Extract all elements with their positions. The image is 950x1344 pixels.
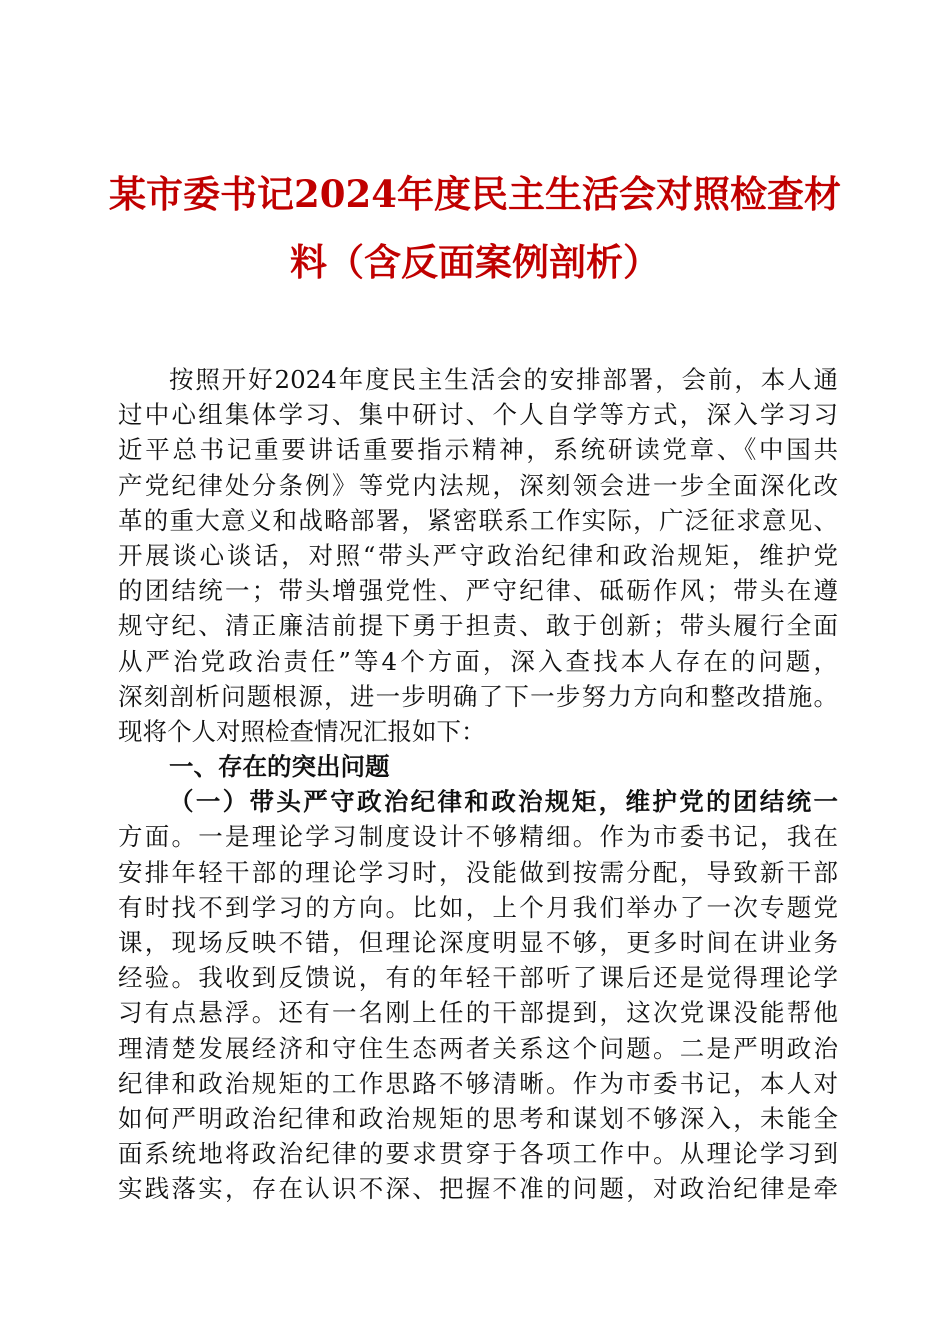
- paragraph-line: 面系统地将政治纪律的要求贯穿于各项工作中。从理论学习到: [118, 1139, 838, 1169]
- paragraph-line: 产党纪律处分条例》等党内法规，深刻领会进一步全面深化改: [118, 470, 838, 500]
- section-heading: 一、存在的突出问题: [169, 752, 390, 782]
- paragraph-line: 经验。我收到反馈说，有的年轻干部听了课后还是觉得理论学: [118, 963, 838, 993]
- paragraph-line: 方面。一是理论学习制度设计不够精细。作为市委书记，我在: [118, 822, 838, 852]
- document-body: [118, 362, 838, 1207]
- paragraph-line: 习有点悬浮。还有一名刚上任的干部提到，这次党课没能帮他: [118, 998, 838, 1028]
- paragraph-line: 安排年轻干部的理论学习时，没能做到按需分配，导致新干部: [118, 857, 838, 887]
- paragraph-line: 有时找不到学习的方向。比如，上个月我们举办了一次专题党: [118, 892, 838, 922]
- paragraph-line: 深刻剖析问题根源，进一步明确了下一步努力方向和整改措施。: [118, 681, 838, 711]
- paragraph-line: 现将个人对照检查情况汇报如下：: [118, 716, 486, 746]
- paragraph-line: 按照开好2024年度民主生活会的安排部署，会前，本人通: [169, 365, 838, 394]
- paragraph-line: 近平总书记重要讲话重要指示精神，系统研读党章、《中国共: [118, 435, 838, 465]
- paragraph-line: 实践落实，存在认识不深、把握不准的问题，对政治纪律是牵: [118, 1174, 838, 1204]
- paragraph-line: 过中心组集体学习、集中研讨、个人自学等方式，深入学习习: [118, 400, 838, 430]
- paragraph-line: 如何严明政治纪律和政治规矩的思考和谋划不够深入，未能全: [118, 1103, 838, 1133]
- paragraph-line: 开展谈心谈话，对照“带头严守政治纪律和政治规矩，维护党: [118, 540, 838, 570]
- document-title-line-2: 料（含反面案例剖析）: [290, 240, 660, 284]
- subsection-heading-line: （一）带头严守政治纪律和政治规矩，维护党的团结统一: [169, 787, 838, 817]
- paragraph-line: 理清楚发展经济和守住生态两者关系这个问题。二是严明政治: [118, 1033, 838, 1063]
- paragraph-line: 革的重大意义和战略部署，紧密联系工作实际，广泛征求意见、: [118, 505, 838, 535]
- document-title-line-1: 某市委书记2024年度民主生活会对照检查材: [109, 172, 841, 216]
- paragraph-line: 从严治党政治责任”等4个方面，深入查找本人存在的问题，: [118, 646, 838, 676]
- paragraph-line: 课，现场反映不错，但理论深度明显不够，更多时间在讲业务: [118, 928, 838, 957]
- paragraph-line: 规守纪、清正廉洁前提下勇于担责、敢于创新；带头履行全面: [118, 611, 838, 641]
- paragraph-line: 纪律和政治规矩的工作思路不够清晰。作为市委书记，本人对: [118, 1068, 838, 1098]
- paragraph-line: 的团结统一；带头增强党性、严守纪律、砥砺作风；带头在遵: [118, 576, 838, 606]
